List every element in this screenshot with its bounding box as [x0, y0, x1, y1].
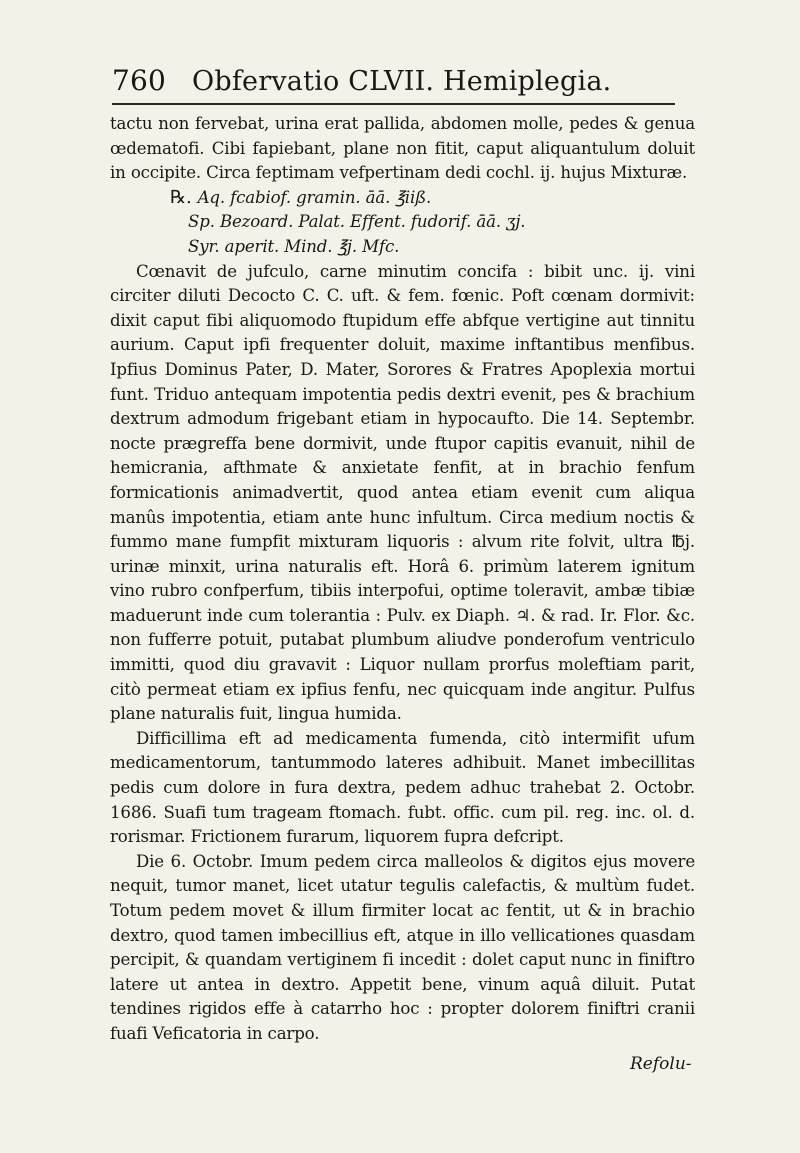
- recipe-line-3: Syr. aperit. Mind. ℥j. Mfc.: [188, 236, 400, 256]
- paragraph-2: Difficillima eft ad medicamenta fumenda, citò intermifit ufum medicamentorum, tantummodo lateres adhibuit. Manet imbecillitas pedis cum dolore in fura dextra, pedem adhuc trahebat 2. Octobr. 1686. Suafi tum trageam ftomach. fubt. offic. cum pil. reg. inc. ol. d. rorismar. Frictionem furarum, liquorem fupra defcript.: [110, 728, 695, 847]
- paragraph-3: Die 6. Octobr. Imum pedem circa malleolos & digitos ejus movere nequit, tumor manet, licet utatur tegulis calefactis, & multùm fudet. Totum pedem movet & illum firmiter locat ac fentit, ut & in brachio dextro, quod tamen imbecillius eft, atque in illo vellicationes quasdam percipit, & quandam vertiginem fi incedit : dolet caput nunc in finiftro latere ut antea in dextro. Appetit bene, vinum aquâ diluit. Putat tendines rigidos effe à catarrho hoc : propter dolorem finiftri cranii fuafi Veficatoria in carpo.: [110, 851, 695, 1043]
- paragraph-continued: tactu non fervebat, urina erat pallida, abdomen molle, pedes & genua œdematofi. Cibi fapiebant, plane non fitit, caput aliquantulum doluit in occipite. Circa feptimam vefpertinam dedi cochl. ij. hujus Mixturæ.: [110, 114, 695, 183]
- running-header: [112, 66, 677, 97]
- page-number: 760: [112, 64, 167, 97]
- catchword: Refolu-: [630, 1054, 692, 1074]
- text-body: [110, 112, 695, 1047]
- recipe-line-1: ℞. Aq. fcabiof. gramin. āā. ℥iiß.: [170, 186, 432, 208]
- recipe-line-2: Sp. Bezoard. Palat. Effent. fudorif. āā. ʒj.: [188, 212, 526, 232]
- page-title: Obfervatio CLVII. Hemiplegia.: [192, 66, 612, 97]
- header-rule: [112, 103, 675, 105]
- paragraph-1: Cœnavit de jufculo, carne minutim concifa : bibit unc. ij. vini circiter diluti Decocto C. C. uft. & fem. fœnic. Poft cœnam dormivit: dixit caput fibi aliquomodo ftupidum effe abfque vertigine aut tinnitu aurium. Caput ipfi frequenter doluit, maxime inftantibus menfibus. Ipfius Dominus Pater, D. Mater, Sorores & Fratres Apoplexia mortui funt. Triduo antequam impotentia pedis dextri evenit, pes & brachium dextrum admodum frigebant etiam in hypocaufto. Die 14. Septembr. nocte prægreffa bene dormivit, unde ftupor capitis evanuit, nihil de hemicrania, afthmate & anxietate fenfit, at in brachio fenfum formicationis animadvertit, quod antea etiam evenit cum aliqua manûs impotentia, etiam ante hunc infultum. Circa medium noctis & fummo mane fumpfit mixturam liquoris : alvum rite folvit, ultra ℔j. urinæ minxit, urina naturalis eft. Horâ 6. primùm laterem ignitum vino rubro confperfum, tibiis interpofui, optime toleravit, ambæ tibiæ maduerunt inde cum tolerantia : Pulv. ex Diaph. ♃. & rad. Ir. Flor. &c. non fufferre potuit, putabat plumbum aliudve ponderofum ventriculo immitti, quod diu gravavit : Liquor nullam prorfus moleftiam parit, citò permeat etiam ex ipfius fenfu, nec quicquam inde angitur. Pulfus plane naturalis fuit, lingua humida.: [110, 261, 695, 724]
- recipe-symbol: ℞.: [170, 186, 192, 208]
